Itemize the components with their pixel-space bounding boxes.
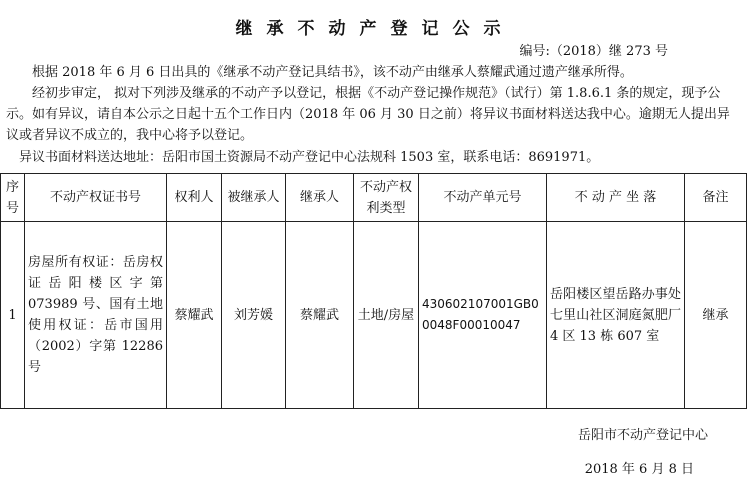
cell-owner: 蔡耀武 [167,222,222,409]
header-owner: 权利人 [167,174,222,222]
document-number: 编号:（2018）继 273 号 [519,44,668,59]
cell-unit-no: 430602107001GB00048F00010047 [419,222,547,409]
cell-seq: 1 [1,222,25,409]
header-right-type: 不动产权利类型 [354,174,419,222]
header-location: 不 动 产 坐 落 [547,174,685,222]
header-cert: 不动产权证书号 [25,174,167,222]
header-heir: 继承人 [286,174,354,222]
cell-remark: 继承 [685,222,747,409]
table-header-row [1,174,747,222]
header-seq: 序号 [1,174,25,222]
cell-heir: 蔡耀武 [286,222,354,409]
cell-cert: 房屋所有权证：岳房权证岳阳楼区字第 073989 号、国有土地使用权证：岳市国用（2002）字第 12286 号 [25,222,167,409]
cell-deceased: 刘芳媛 [222,222,286,409]
cell-right-type: 土地/房屋 [354,222,419,409]
registration-table [0,173,747,409]
page-title: 继承不动产登记公示 [235,19,515,39]
paragraph-objection-notice: 经初步审定， 拟对下列涉及继承的不动产予以登记，根据《不动产登记操作规范》（试行）第 1.8.6.1 条的规定，现予公示。如有异议，请自本公示之日起十五个工作日内（2018 年 06 月 30 日之前）将异议书面材料送达我中心。逾期无人提出异议或者异议不成立的，我中心将予以登记。 [6,86,730,143]
header-deceased: 被继承人 [222,174,286,222]
paragraph-inheritance-basis: 根据 2018 年 6 月 6 日出具的《继承不动产登记具结书》，该不动产由继承人蔡耀武通过遗产继承所得。 [32,65,633,80]
cell-location: 岳阳楼区望岳路办事处七里山社区洞庭氮肥厂 4 区 13 栋 607 室 [547,222,685,409]
issuing-organization: 岳阳市不动产登记中心 [577,428,708,443]
issue-date: 2018 年 6 月 8 日 [584,462,694,477]
paragraph-objection-address: 异议书面材料送达地址：岳阳市国土资源局不动产登记中心法规科 1503 室，联系电话：8691971。 [19,150,600,165]
header-unit-no: 不动产单元号 [419,174,547,222]
table-row [1,222,747,409]
header-remark: 备注 [685,174,747,222]
